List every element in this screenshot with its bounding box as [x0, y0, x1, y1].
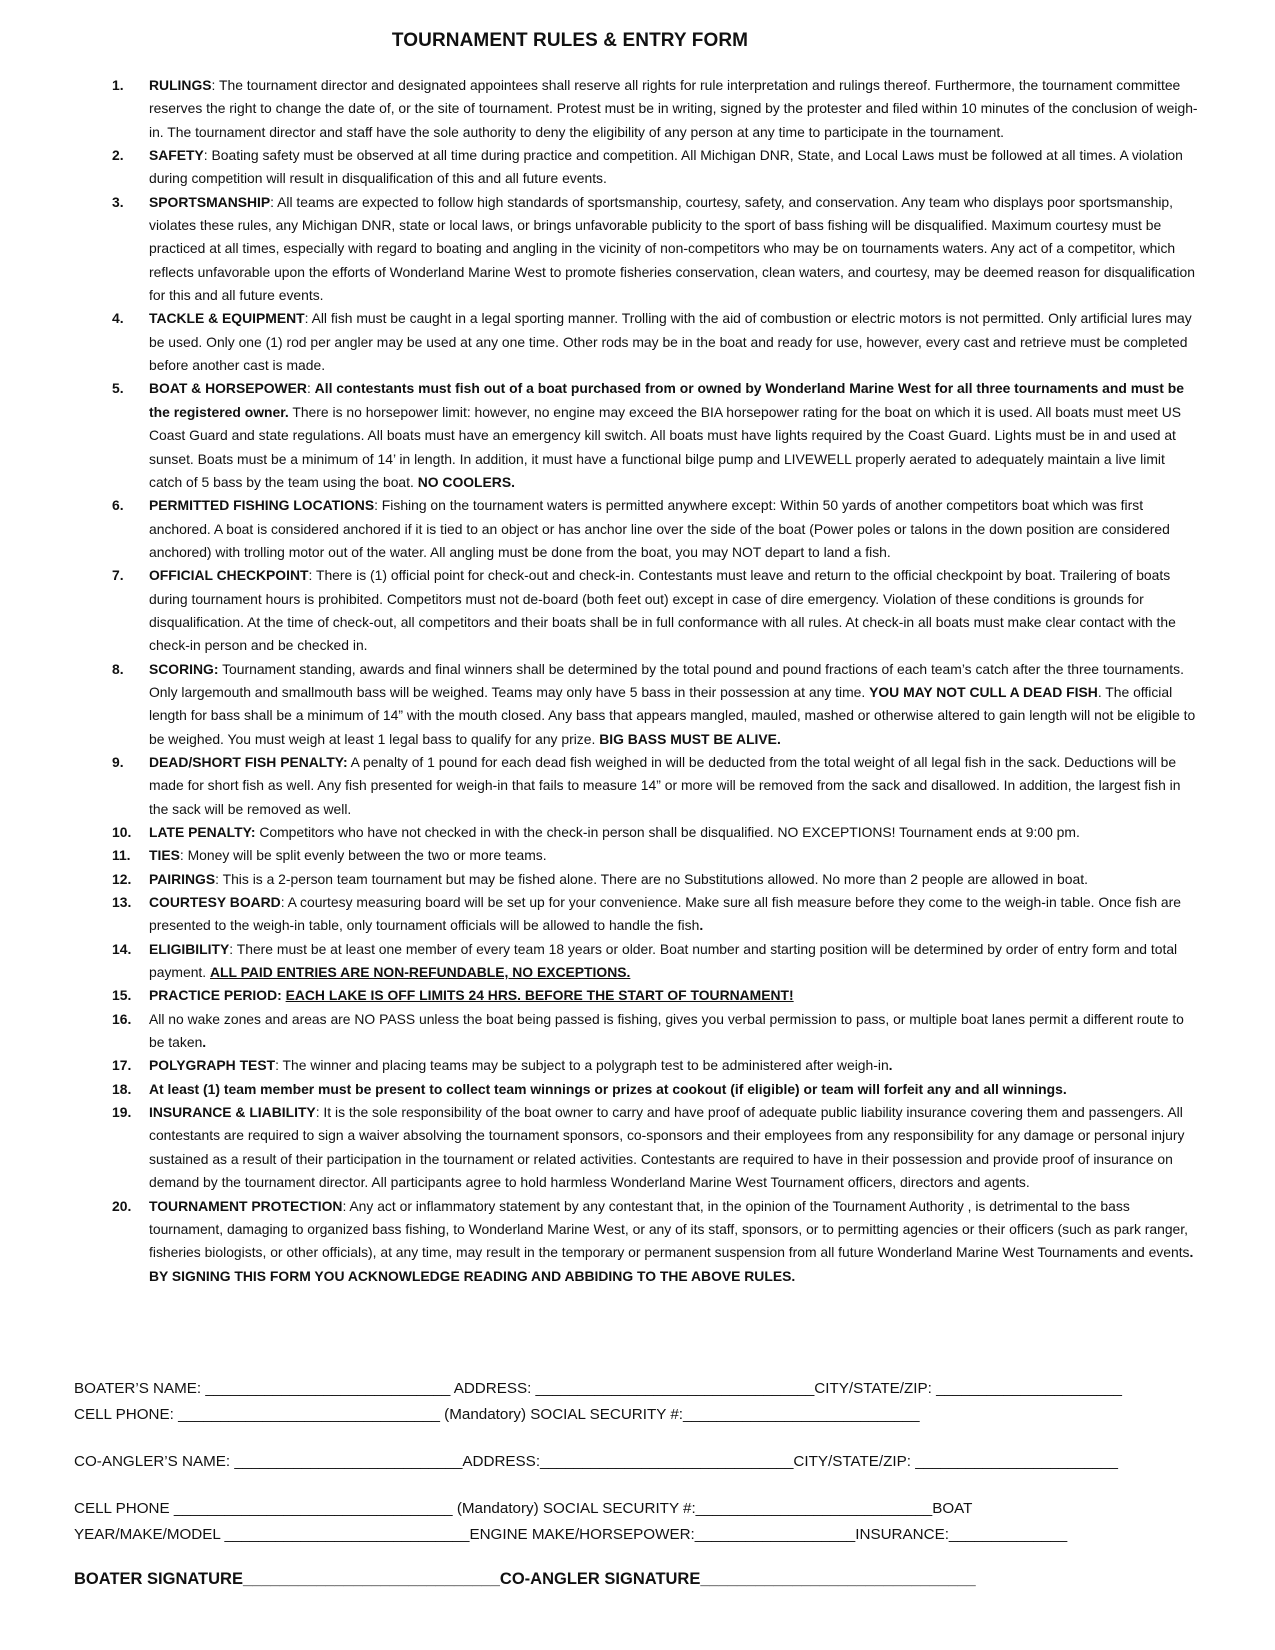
rule-item	[112, 1101, 1200, 1194]
rule-number: 8.	[112, 660, 124, 677]
rule-text: LATE PENALTY: Competitors who have not checked in with the check-in person shall be disqualified. NO EXCEPTIONS! Tournament ends at 9:00 pm.	[149, 824, 1080, 840]
rule-number: 17.	[112, 1057, 132, 1074]
rule-item	[112, 1054, 1200, 1077]
boater-info-line[interactable]: BOATER’S NAME: _____________________________ ADDRESS: _________________________________CITY/STATE/ZIP: ______________________	[74, 1380, 1122, 1397]
rule-number: 11.	[112, 847, 131, 864]
rule-item	[112, 984, 1200, 1007]
rule-item	[112, 1008, 1200, 1055]
rule-item	[112, 938, 1200, 985]
rule-number: 13.	[112, 894, 132, 911]
rule-text: POLYGRAPH TEST: The winner and placing teams may be subject to a polygraph test to be administered after weigh-in.	[149, 1057, 893, 1074]
rule-number: 19.	[112, 1104, 132, 1121]
page-title: TOURNAMENT RULES & ENTRY FORM	[391, 30, 749, 51]
boater-phone-ssn-line[interactable]: CELL PHONE: _______________________________ (Mandatory) SOCIAL SECURITY #:____________________________	[74, 1406, 920, 1423]
rule-number: 12.	[112, 870, 132, 887]
rule-number: 10.	[112, 824, 132, 840]
rule-number: 18.	[112, 1080, 132, 1097]
rule-text: SPORTSMANSHIP: All teams are expected to follow high standards of sportsmanship, courtesy, safety, and conservation. Any team who displays poor sportsmanship, violates these rules, any Michigan DNR, state or local laws, or brings unfavorable publicity to the sport of bass fishing will be disqualified. Maximum courtesy must be practiced at all times, especially with regard to boating and angling in the vicinity of non-competitors who may be on tournaments waters. Any act of a competitor, which reflects unfavorable upon the efforts of Wonderland Marine West to promote fisheries conservation, clean waters, and courtesy, may be deemed reason for disqualification for this and all future events.	[149, 193, 1195, 304]
rule-text: PAIRINGS: This is a 2-person team tournament but may be fished alone. There are no Substitutions allowed. No more than 2 people are allowed in boat.	[149, 870, 1088, 887]
rule-text: TOURNAMENT PROTECTION: Any act or inflammatory statement by any contestant that, in the opinion of the Tournament Authority , is detrimental to the bass tournament, damaging to organized bass fishing, to Wonderland Marine West, or any of its staff, sponsors, or to permitting agencies or their officers (such as park ranger, fisheries biologists, or other officials), at any time, may result in the temporary or permanent suspension from all future Wonderland Marine West Tournaments and events. BY SIGNING THIS FORM YOU ACKNOWLEDGE READING AND ABBIDING TO THE ABOVE RULES.	[149, 1197, 1194, 1284]
rule-item	[112, 191, 1200, 308]
rule-item	[112, 144, 1200, 191]
co-angler-phone-ssn-line[interactable]: CELL PHONE _________________________________ (Mandatory) SOCIAL SECURITY #:____________________________BOAT	[74, 1500, 973, 1517]
rule-number: 7.	[112, 567, 124, 584]
rule-item	[112, 377, 1200, 494]
rule-item	[112, 494, 1200, 564]
rule-number: 4.	[112, 310, 124, 327]
rule-text: BOAT & HORSEPOWER: All contestants must fish out of a boat purchased from or owned by Wonderland Marine West for all three tournaments and must be the registered owner. There is no horsepower limit: however, no engine may exceed the BIA horsepower rating for the boat on which it is used. All boats must meet US Coast Guard and state regulations. All boats must have an emergency kill switch. All boats must have lights required by the Coast Guard. Lights must be in and used at sunset. Boats must be a minimum of 14’ in length. In addition, it must have a functional bilge pump and LIVEWELL properly aerated to adequately maintain a live limit catch of 5 bass by the team using the boat. NO COOLERS.	[149, 380, 1184, 490]
rule-text: TACKLE & EQUIPMENT: All fish must be caught in a legal sporting manner. Trolling with the aid of combustion or electric motors is not permitted. Only artificial lures may be used. Only one (1) rod per angler may be used at any one time. Other rods may be in the boat and ready for use, however, every cast and retrieve must be completed before another cast is made.	[149, 310, 1192, 374]
rule-item	[112, 1195, 1200, 1288]
rule-text: DEAD/SHORT FISH PENALTY: A penalty of 1 pound for each dead fish weighed in will be deducted from the total weight of all legal fish in the sack. Deductions will be made for short fish as well. Any fish presented for weigh-in that fails to measure 14” or more will be removed from the sack and disallowed. In addition, the largest fish in the sack will be removed as well.	[149, 753, 1181, 817]
rule-text: At least (1) team member must be present to collect team winnings or prizes at cookout (if eligible) or team will forfeit any and all winnings.	[149, 1080, 1067, 1097]
rule-number: 1.	[112, 77, 124, 93]
rule-item	[112, 307, 1200, 377]
rule-text: PERMITTED FISHING LOCATIONS: Fishing on the tournament waters is permitted anywhere except: Within 50 yards of another competitors boat which was first anchored. A boat is considered anchored if it is tied to an object or has anchor line over the side of the boat (Power poles or talons in the down position are considered anchored) with trolling motor out of the water. All angling must be done from the boat, you may NOT depart to land a fish.	[149, 497, 1170, 560]
rule-text: SAFETY: Boating safety must be observed at all time during practice and competition. All Michigan DNR, State, and Local Laws must be followed at all times. A violation during competition will result in disqualification of this and all future events.	[149, 147, 1183, 187]
rule-number: 3.	[112, 193, 124, 210]
rule-item	[112, 891, 1200, 938]
rule-text: OFFICIAL CHECKPOINT: There is (1) official point for check-out and check-in. Contestants must leave and return to the official checkpoint by boat. Trailering of boats during tournament hours is prohibited. Competitors must not de-board (both feet out) except in case of dire emergency. Violation of these conditions is grounds for disqualification. At the time of check-out, all competitors and their boats shall be in full conformance with all rules. At check-in all boats must make clear contact with the check-in person and be checked in.	[149, 567, 1176, 654]
rule-number: 14.	[112, 940, 132, 957]
rule-text: PRACTICE PERIOD: EACH LAKE IS OFF LIMITS 24 HRS. BEFORE THE START OF TOURNAMENT!	[149, 987, 794, 1004]
rule-item	[112, 821, 1200, 844]
rule-item	[112, 564, 1200, 657]
rule-item	[112, 1078, 1200, 1101]
rule-number: 20.	[112, 1197, 132, 1214]
rule-item	[112, 868, 1200, 891]
rule-number: 6.	[112, 497, 124, 514]
rule-text: ELIGIBILITY: There must be at least one member of every team 18 years or older. Boat number and starting position will be determined by order of entry form and total payment. ALL PAID ENTRIES ARE NON-REFUNDABLE, NO EXCEPTIONS.	[149, 940, 1178, 981]
rule-item	[112, 658, 1200, 751]
rule-item	[112, 844, 1200, 867]
rule-item	[112, 751, 1200, 821]
rule-text: All no wake zones and areas are NO PASS unless the boat being passed is fishing, gives you verbal permission to pass, or multiple boat lanes permit a different route to be taken.	[149, 1010, 1184, 1051]
rule-text: TIES: Money will be split evenly between the two or more teams.	[149, 847, 547, 864]
co-angler-info-line[interactable]: CO-ANGLER’S NAME: ___________________________ADDRESS:______________________________CITY/STATE/ZIP: ________________________	[74, 1453, 1118, 1470]
rule-text: RULINGS: The tournament director and designated appointees shall reserve all rights for rule interpretation and rulings thereof. Furthermore, the tournament committee reserves the right to change the date of, or the site of tournament. Protest must be in writing, signed by the protester and filed within 10 minutes of the conclusion of weigh-in. The tournament director and staff have the sole authority to deny the eligibility of any person at any time to participate in the tournament.	[149, 77, 1198, 140]
rule-text: INSURANCE & LIABILITY: It is the sole responsibility of the boat owner to carry and have proof of adequate public liability insurance covering them and passengers. All contestants are required to sign a waiver absolving the tournament sponsors, co-sponsors and their employees from any responsibility for any damage or personal injury sustained as a result of their participation in the tournament or related activities. Contestants are required to have in their possession and provide proof of insurance on demand by the tournament director. All participants agree to hold harmless Wonderland Marine West Tournament officers, directors and agents.	[149, 1104, 1185, 1191]
rule-number: 5.	[112, 380, 124, 397]
rule-number: 9.	[112, 753, 124, 770]
rule-item	[112, 74, 1200, 144]
signature-line[interactable]: BOATER SIGNATURE____________________________CO-ANGLER SIGNATURE______________________________	[74, 1570, 976, 1588]
rule-number: 15.	[112, 987, 132, 1004]
rule-number: 2.	[112, 147, 124, 164]
rule-text: SCORING: Tournament standing, awards and final winners shall be determined by the total pound and pound fractions of each team’s catch after the three tournaments. Only largemouth and smallmouth bass will be weighed. Teams may only have 5 bass in their possession at any time. YOU MAY NOT CULL A DEAD FISH. The official length for bass shall be a minimum of 14” with the mouth closed. Any bass that appears mangled, mauled, mashed or otherwise altered to gain length will not be eligible to be weighed. You must weigh at least 1 legal bass to qualify for any prize. BIG BASS MUST BE ALIVE.	[149, 660, 1196, 747]
boat-engine-insurance-line[interactable]: YEAR/MAKE/MODEL _____________________________ENGINE MAKE/HORSEPOWER:___________________INSURANCE:______________	[74, 1526, 1068, 1543]
rules-list	[112, 74, 1200, 1288]
rule-number: 16.	[112, 1010, 132, 1027]
rule-text: COURTESY BOARD: A courtesy measuring board will be set up for your convenience. Make sure all fish measure before they come to the weigh-in table. Once fish are presented to the weigh-in table, only tournament officials will be allowed to handle the fish.	[149, 894, 1181, 934]
